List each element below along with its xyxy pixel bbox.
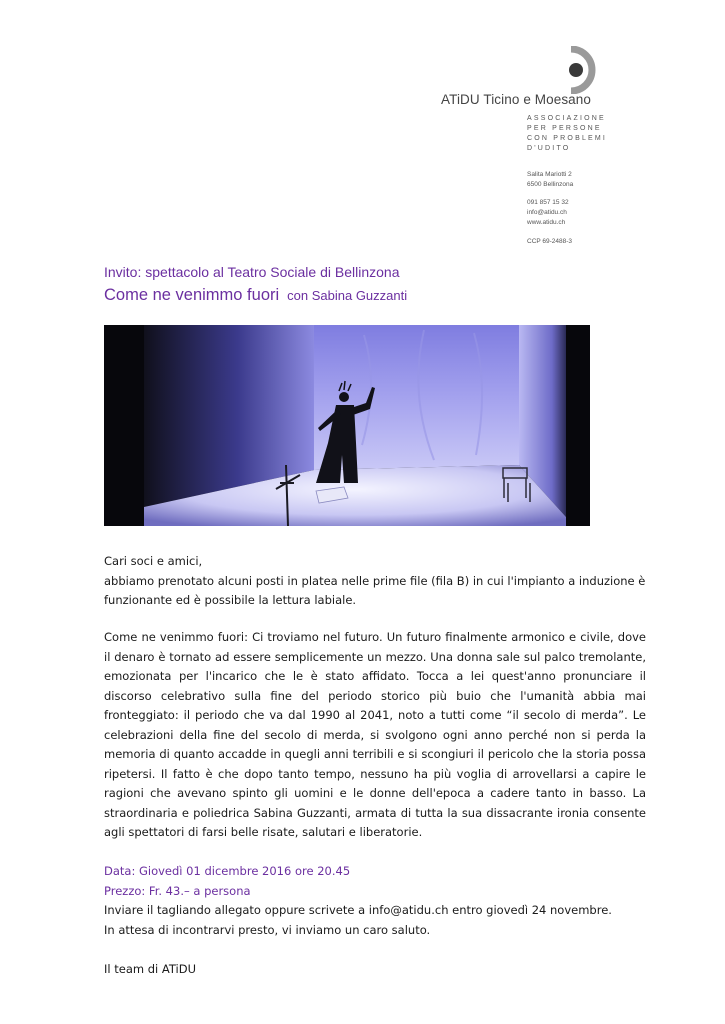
signature: Il team di ATiDU — [104, 962, 196, 976]
greeting — [104, 552, 646, 611]
closing-note: In attesa di incontrarvi presto, vi inviamo un caro saluto. — [104, 922, 431, 937]
contact-email: info@atidu.ch — [527, 209, 567, 216]
atidu-logo-icon — [563, 46, 601, 94]
tagline-line: D'UDITO — [527, 145, 571, 152]
org-tagline — [527, 114, 607, 154]
org-address — [527, 170, 573, 190]
event-date: Data: Giovedì 01 dicembre 2016 ore 20.45 — [104, 864, 351, 878]
show-performer: con Sabina Guzzanti — [287, 288, 408, 303]
registration-note: Inviare il tagliando allegato oppure scrivete a info@atidu.ch entro giovedì 24 novembre. — [104, 903, 612, 917]
org-contacts — [527, 198, 569, 228]
show-title — [104, 286, 407, 305]
contact-website: www.atidu.ch — [527, 219, 566, 226]
tagline-line: ASSOCIAZIONE — [527, 115, 606, 122]
event-info — [104, 862, 646, 940]
address-city: 6500 Bellinzona — [527, 181, 574, 188]
stage-photo — [104, 325, 590, 526]
org-ccp: CCP 69-2488-3 — [527, 238, 573, 245]
address-street: Salita Mariotti 2 — [527, 171, 572, 178]
tagline-line: PER PERSONE — [527, 125, 602, 132]
greeting-message: abbiamo prenotato alcuni posti in platea nelle prime file (fila B) in cui l'impianto a induzione è funzionante ed è possibile la lettura labiale. — [104, 573, 646, 607]
contact-phone: 091 857 15 32 — [527, 199, 569, 206]
greeting-salutation: Cari soci e amici, — [104, 554, 203, 568]
show-description: Come ne venimmo fuori: Ci troviamo nel futuro. Un futuro finalmente armonico e civile, dove il denaro è tornato ad essere semplicemente un mezzo. Una donna sale sul palco tremolante, emozionata per l'incarico che le è stato affidato. Tocca a lei quest'anno pronunciare il discorso celebrativo sulla fine del periodo storico più buio che l'umanità abbia mai fronteggiato: il periodo che va dal 1990 al 2041, noto a tutti come “il secolo di merda”. Le celebrazioni della fine del secolo di merda, si svolgono ogni anno perché non si perda la memoria di quanto accadde in quegli anni terribili e si scongiuri il pericolo che la storia possa ripetersi. Il fatto è che dopo tanto tempo, nessuno ha più voglia di arrovellarsi a capire le ragioni che avevano spinto gli uomini e le donne dell'epoca a cadere tanto in basso. La straordinaria e poliedrica Sabina Guzzanti, armata di tutta la sua dissacrante ironia consente agli spettatori di farsi belle risate, salutari e liberatorie. — [104, 630, 646, 839]
event-price: Prezzo: Fr. 43.– a persona — [104, 883, 251, 898]
show-name: Come ne venimmo fuori — [104, 286, 280, 304]
org-name: ATiDU Ticino e Moesano — [441, 92, 592, 107]
invitation-title: Invito: spettacolo al Teatro Sociale di Bellinzona — [104, 264, 400, 280]
tagline-line: CON PROBLEMI — [527, 135, 608, 142]
